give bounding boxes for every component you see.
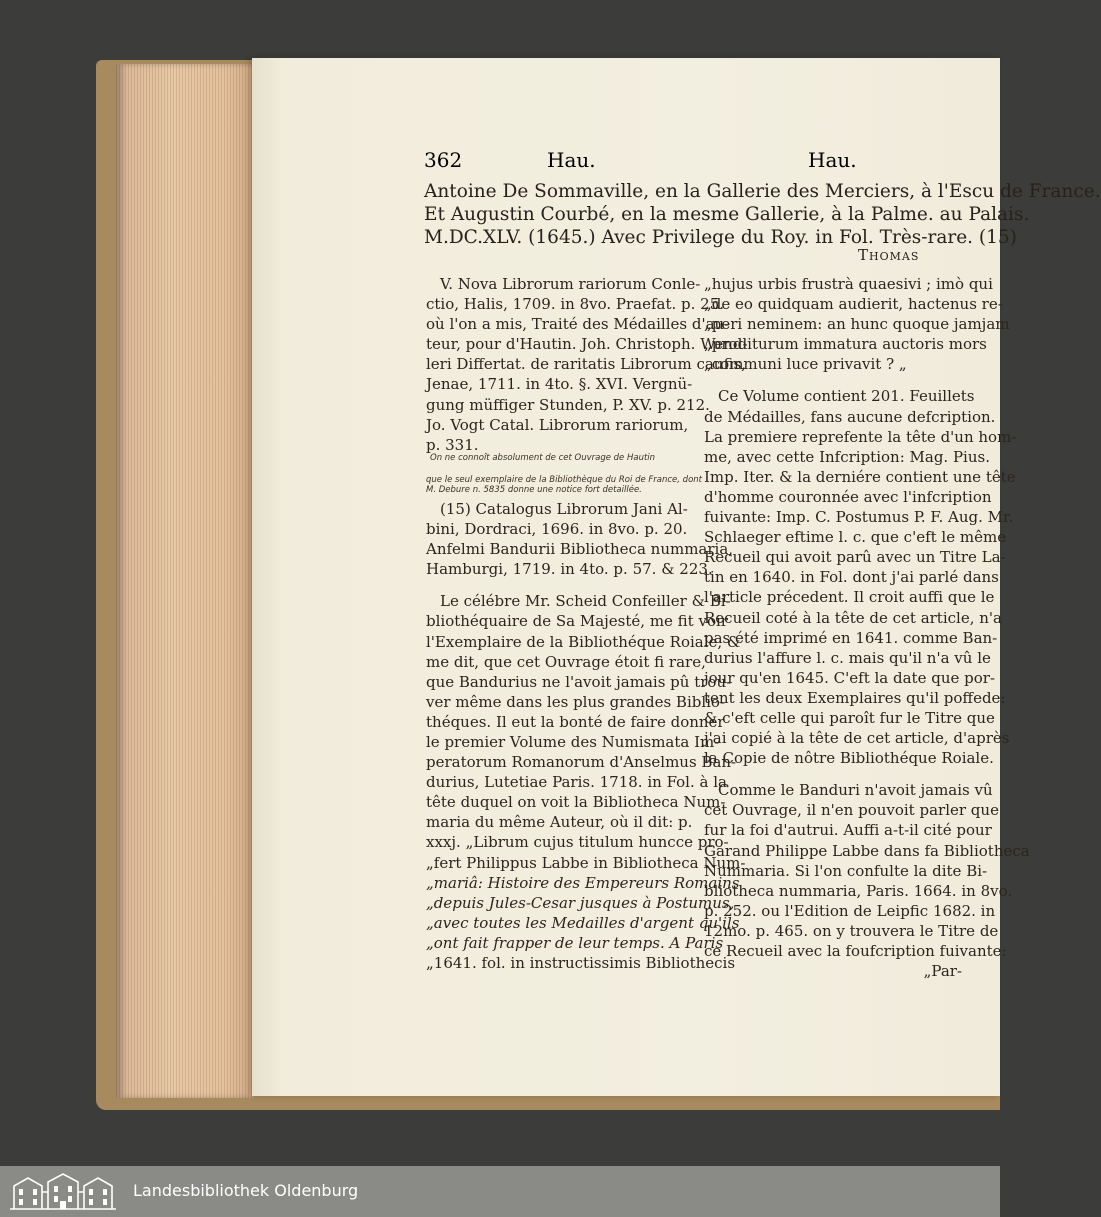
text-line: cet Ouvrage, il n'en pouvoit parler que bbox=[704, 801, 999, 820]
handwritten-line: M. Debure n. 5835 donne une notice fort detaillée. bbox=[426, 484, 642, 495]
text-line: Nummaria. Si l'on confulte la dite Bi- bbox=[704, 861, 988, 880]
text-line: „1641. fol. in instructissimis Bibliothecis bbox=[426, 954, 736, 972]
handwritten-note bbox=[430, 453, 655, 463]
text-line: l'Exemplaire de la Bibliothéque Roiale, & bbox=[426, 632, 741, 651]
right-column bbox=[704, 274, 1030, 981]
text-line: „depuis Jules-Cesar jusques à Postumus, bbox=[426, 893, 735, 912]
text-line: & c'eft celle qui paroît fur le Titre que bbox=[704, 708, 995, 727]
text-line: me dit, que cet Ouvrage étoit fi rare, bbox=[426, 652, 706, 671]
text-line: tin en 1640. in Fol. dont j'ai parlé dans bbox=[704, 568, 999, 587]
text-line: „communi luce privavit ? „ bbox=[704, 355, 907, 374]
text-line: peratorum Romanorum d'Anselmus Ban- bbox=[426, 753, 737, 772]
text-line: durius, Lutetiae Paris. 1718. in Fol. à la bbox=[426, 773, 727, 792]
text-line: jour qu'en 1645. C'eft la date que por- bbox=[704, 668, 996, 687]
handwritten-line: que le seul exemplaire de la Bibliothèque du Roi de France, dont bbox=[426, 474, 702, 485]
text-line: „peri neminem: an hunc quoque jamjam bbox=[704, 315, 1010, 334]
text-line: ver même dans les plus grandes Biblio- bbox=[426, 692, 726, 711]
running-head-right: Hau. bbox=[808, 148, 857, 172]
text-line: 12mo. p. 465. on y trouvera le Titre de bbox=[704, 921, 999, 940]
text-line: Imp. Iter. & la derniére contient une tête bbox=[704, 467, 1016, 486]
text-line: p. 331. bbox=[426, 435, 479, 454]
text-line: bini, Dordraci, 1696. in 8vo. p. 20. bbox=[426, 520, 688, 539]
text-line: p. 252. ou l'Edition de Leipfic 1682. in bbox=[704, 901, 996, 920]
text-line: Comme le Banduri n'avoit jamais vû bbox=[718, 781, 993, 800]
text-line: fuivante: Imp. C. Postumus P. F. Aug. Mr. bbox=[704, 508, 1014, 527]
title-line-3: M.DC.XLV. (1645.) Avec Privilege du Roy. in Fol. Très-rare. (15) bbox=[424, 227, 1017, 248]
text-line: d'homme couronnée avec l'infcription bbox=[704, 487, 992, 506]
text-line: l'article précedent. Il croit auffi que le bbox=[704, 588, 995, 607]
text-line: Schlaeger eftime l. c. que c'eft le même bbox=[704, 528, 1007, 547]
text-line: fur la foi d'autrui. Auffi a-t-il cité pour bbox=[704, 821, 992, 840]
text-line: „fert Philippus Labbe in Bibliotheca Num- bbox=[426, 853, 746, 872]
text-line: ce Recueil avec la foufcription fuivante: bbox=[704, 942, 1007, 960]
text-line: durius l'affure l. c. mais qu'il n'a vû le bbox=[704, 648, 991, 667]
title-line-2: Et Augustin Courbé, en la mesme Gallerie, à la Palme. au Palais. bbox=[424, 204, 1030, 225]
text-line: où l'on a mis, Traité des Médailles d'au- bbox=[426, 315, 730, 334]
text-line: gung müffiger Stunden, P. XV. p. 212. bbox=[426, 395, 710, 414]
text-line: Le célébre Mr. Scheid Confeiller & Bi- bbox=[440, 592, 731, 611]
running-head-left: Hau. bbox=[547, 148, 596, 172]
text-line: teur, pour d'Hautin. Joh. Christoph. Wend- bbox=[426, 335, 748, 354]
footer-bar bbox=[0, 1166, 1000, 1217]
text-line: „ont fait frapper de leur temps. A Paris bbox=[426, 933, 724, 952]
left-column bbox=[426, 274, 748, 973]
page-edges bbox=[116, 64, 254, 1098]
text-line: leri Differtat. de raritatis Librorum caufis, bbox=[426, 355, 746, 374]
text-line: pas été imprimé en 1641. comme Ban- bbox=[704, 628, 998, 647]
library-building-icon bbox=[8, 1172, 118, 1211]
text-line: xxxj. „Librum cujus titulum huncce pro- bbox=[426, 833, 729, 852]
page-number: 362 bbox=[424, 148, 463, 172]
text-line: Ce Volume contient 201. Feuillets bbox=[718, 387, 975, 406]
title-line-1: Antoine De Sommaville, en la Gallerie des Merciers, à l'Escu de France. bbox=[424, 181, 1101, 202]
catchword-bottom: „Par- bbox=[923, 962, 962, 981]
text-line: tête duquel on voit la Bibliotheca Num- bbox=[426, 793, 726, 812]
running-head bbox=[424, 148, 964, 178]
text-line: bliotheca nummaria, Paris. 1664. in 8vo. bbox=[704, 881, 1013, 900]
text-line: Anfelmi Bandurii Bibliotheca nummaria, bbox=[426, 540, 734, 559]
text-line: Jenae, 1711. in 4to. §. XVI. Vergnü- bbox=[426, 375, 693, 394]
text-line: la Copie de nôtre Bibliothéque Roiale. bbox=[704, 749, 994, 768]
text-line: La premiere reprefente la tête d'un hom- bbox=[704, 427, 1017, 446]
text-line: „proditurum immatura auctoris mors bbox=[704, 335, 987, 354]
text-line: „de eo quidquam audierit, hactenus re- bbox=[704, 295, 1003, 314]
library-name[interactable]: Landesbibliothek Oldenburg bbox=[133, 1181, 359, 1200]
handwritten-line: On ne connoît absolument de cet Ouvrage de Hautin bbox=[430, 452, 656, 463]
text-line: „mariâ: Histoire des Empereurs Romains bbox=[426, 873, 740, 892]
text-line: maria du même Auteur, où il dit: p. bbox=[426, 813, 693, 832]
text-line: théques. Il eut la bonté de faire donner bbox=[426, 712, 725, 731]
text-line: V. Nova Librorum rariorum Conle- bbox=[440, 275, 701, 293]
text-line: j'ai copié à la tête de cet article, d'après bbox=[704, 729, 1010, 748]
text-line: bliothéquaire de Sa Majesté, me fit voir bbox=[426, 612, 728, 631]
text-line: tent les deux Exemplaires qu'il poffede: bbox=[704, 688, 1006, 707]
catchword-top: Thomas bbox=[858, 246, 920, 264]
text-line: me, avec cette Infcription: Mag. Pius. bbox=[704, 447, 990, 466]
text-line: Jo. Vogt Catal. Librorum rariorum, bbox=[426, 415, 689, 434]
text-line: Recueil coté à la tête de cet article, n'a bbox=[704, 608, 1002, 627]
text-line: le premier Volume des Numismata Im- bbox=[426, 732, 720, 751]
text-line: ctio, Halis, 1709. in 8vo. Praefat. p. 25. bbox=[426, 295, 725, 314]
text-line: de Médailles, fans aucune defcription. bbox=[704, 407, 996, 426]
text-line: que Bandurius ne l'avoit jamais pû trou- bbox=[426, 672, 732, 691]
text-line: Garand Philippe Labbe dans fa Bibliotheca bbox=[704, 841, 1030, 860]
text-line: „hujus urbis frustrà quaesivi ; imò qui bbox=[704, 275, 993, 293]
text-line: Hamburgi, 1719. in 4to. p. 57. & 223. bbox=[426, 560, 713, 579]
text-line: „avec toutes les Medailles d'argent qu'ils bbox=[426, 913, 740, 932]
text-line: (15) Catalogus Librorum Jani Al- bbox=[440, 499, 688, 518]
text-line: Recueil qui avoit parû avec un Titre La- bbox=[704, 548, 1006, 567]
